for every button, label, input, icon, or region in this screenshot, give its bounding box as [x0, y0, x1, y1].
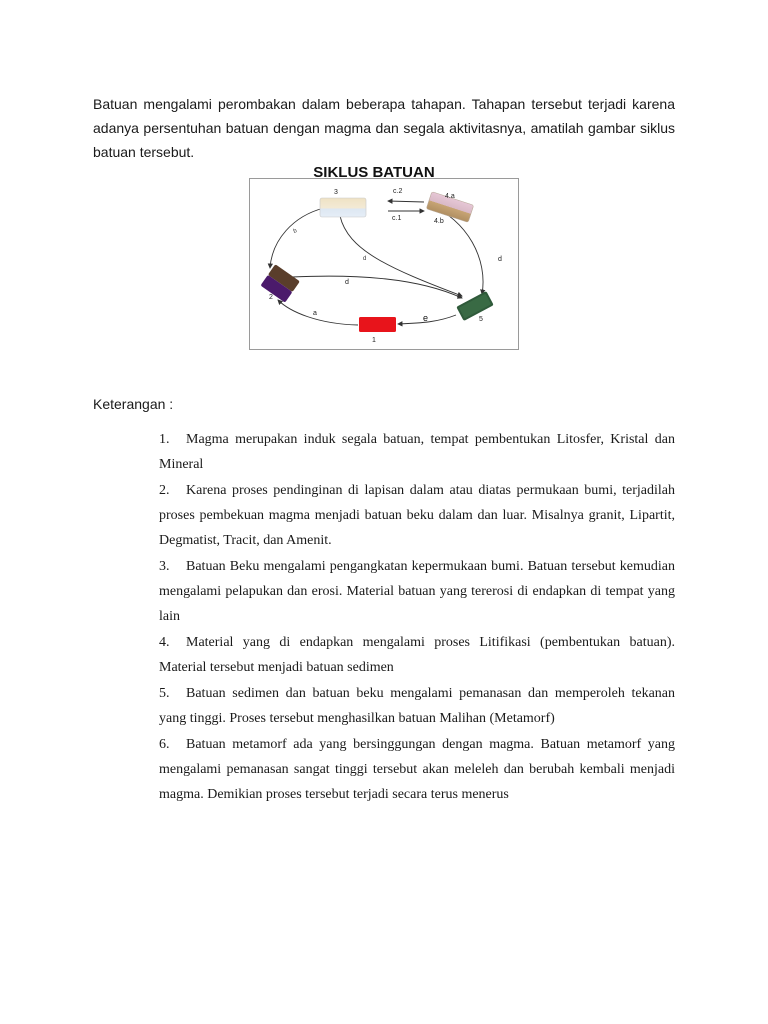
label-arrow-c1: c.1	[392, 215, 402, 222]
arrow-b	[270, 208, 324, 268]
note-item	[159, 427, 675, 477]
note-item	[159, 630, 675, 680]
label-node-1: 1	[372, 337, 376, 344]
note-number: 2.	[159, 483, 170, 498]
label-node-5: 5	[479, 316, 483, 323]
note-item	[159, 478, 675, 553]
note-text: Batuan sedimen dan batuan beku mengalami pemanasan dan memperoleh tekanan yang tinggi. Proses tersebut menghasilkan batuan Malihan (Metamorf)	[159, 686, 675, 726]
arrow-d-middle	[292, 276, 462, 298]
note-item	[159, 732, 675, 807]
note-text: Karena proses pendinginan di lapisan dalam atau diatas permukaan bumi, terjadilah proses pembekuan magma menjadi batuan beku dalam dan luar. Misalnya granit, Lipartit, Degmatist, Tracit, dan Amenit.	[159, 483, 675, 548]
note-number: 1.	[159, 432, 170, 447]
node-1-magma	[359, 317, 396, 332]
notes-list	[159, 427, 675, 808]
diagram-title: SIKLUS BATUAN	[313, 164, 435, 181]
label-node-2: 2	[269, 294, 273, 301]
note-text: Material yang di endapkan mengalami proses Litifikasi (pembentukan batuan). Material tersebut menjadi batuan sedimen	[159, 635, 675, 675]
label-arrow-d-upper: d	[363, 256, 367, 262]
label-arrow-d-right: d	[498, 256, 502, 263]
note-text: Magma merupakan induk segala batuan, tempat pembentukan Litosfer, Kristal dan Mineral	[159, 432, 675, 472]
note-text: Batuan metamorf ada yang bersinggungan dengan magma. Batuan metamorf yang mengalami pemanasan sangat tinggi tersebut akan meleleh dan berubah kembali menjadi magma. Demikian proses tersebut terjadi secara terus menerus	[159, 737, 675, 802]
arrow-a	[278, 300, 358, 325]
arrow-d-upper	[340, 216, 462, 296]
label-node-3: 3	[334, 189, 338, 196]
label-arrow-c2: c.2	[393, 188, 403, 195]
node-2-igneous-rock	[260, 264, 299, 303]
label-arrow-b: b	[292, 228, 298, 235]
note-number: 3.	[159, 559, 170, 574]
note-number: 4.	[159, 635, 170, 650]
label-arrow-d-middle: d	[345, 279, 349, 286]
label-node-4a: 4.a	[445, 193, 455, 200]
arrow-c2	[388, 201, 424, 202]
rock-cycle-figure	[248, 160, 520, 352]
intro-paragraph: Batuan mengalami perombakan dalam beberapa tahapan. Tahapan tersebut terjadi karena adanya persentuhan batuan dengan magma dan segala aktivitasnya, amatilah gambar siklus batuan tersebut.	[93, 96, 675, 160]
label-arrow-a: a	[313, 310, 317, 317]
note-number: 6.	[159, 737, 170, 752]
label-node-4b: 4.b	[434, 218, 444, 225]
note-item	[159, 554, 675, 629]
note-number: 5.	[159, 686, 170, 701]
label-arrow-e: e	[423, 313, 429, 323]
rock-cycle-diagram	[248, 160, 520, 352]
note-item	[159, 681, 675, 731]
note-text: Batuan Beku mengalami pengangkatan kepermukaan bumi. Batuan tersebut kemudian mengalami pelapukan dan erosi. Material batuan yang tererosi di endapkan di tempat yang lain	[159, 559, 675, 624]
node-3-sediment	[320, 198, 366, 217]
keterangan-heading: Keterangan :	[93, 396, 174, 412]
